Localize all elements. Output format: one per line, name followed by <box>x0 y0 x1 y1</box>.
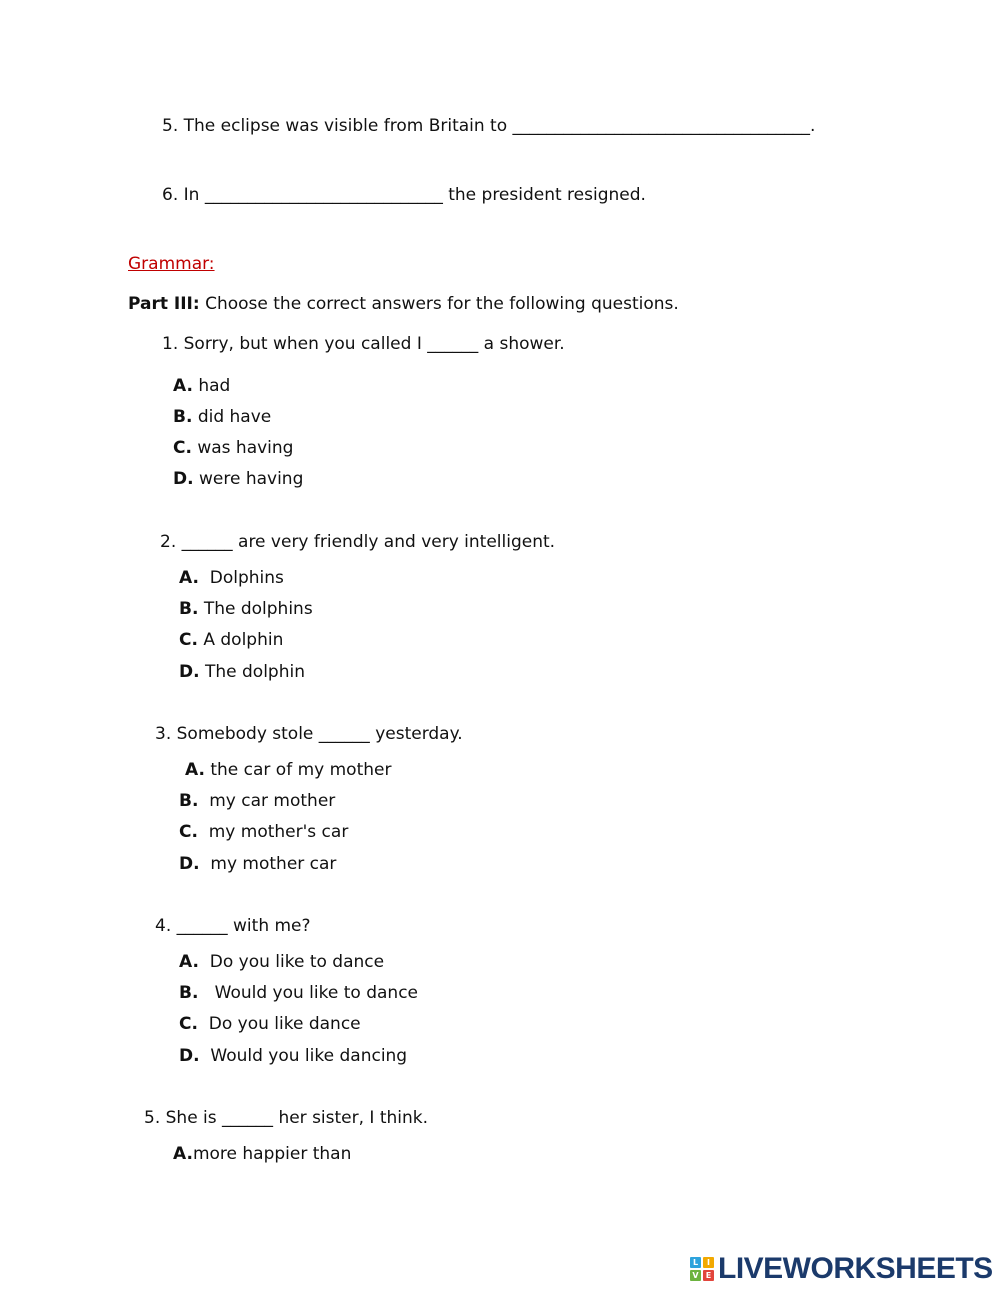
answer-option[interactable]: D. Would you like dancing <box>179 1046 408 1066</box>
answer-option[interactable]: C. my mother's car <box>179 822 349 842</box>
liveworksheets-logo <box>690 1252 993 1286</box>
question-stem: 2. ______ are very friendly and very intelligent. <box>160 532 556 552</box>
question-stem: 3. Somebody stole ______ yesterday. <box>155 724 463 744</box>
question-stem: 1. Sorry, but when you called I ______ a shower. <box>162 334 565 354</box>
logo-mark-cell: V <box>690 1270 701 1281</box>
section-heading: Grammar: <box>128 254 215 274</box>
logo-mark-icon <box>690 1257 714 1281</box>
answer-option[interactable]: C. A dolphin <box>179 630 284 650</box>
fill-in-item-6: 6. In ____________________________ the president resigned. <box>162 185 646 205</box>
part-label: Part III: <box>128 294 200 314</box>
logo-mark-cell: L <box>690 1257 701 1268</box>
answer-option[interactable]: B. The dolphins <box>179 599 313 619</box>
answer-option[interactable]: A. had <box>173 376 231 396</box>
answer-option[interactable]: C. Do you like dance <box>179 1014 361 1034</box>
answer-option[interactable]: B. my car mother <box>179 791 336 811</box>
answer-option[interactable]: D. The dolphin <box>179 662 305 682</box>
logo-mark-cell: E <box>703 1270 714 1281</box>
part-instruction <box>128 293 679 315</box>
answer-option[interactable]: A. Dolphins <box>179 568 284 588</box>
answer-option[interactable]: A. the car of my mother <box>185 760 392 780</box>
answer-option[interactable]: D. were having <box>173 469 304 489</box>
fill-in-item-5: 5. The eclipse was visible from Britain to ___________________________________. <box>162 116 816 136</box>
question-stem: 5. She is ______ her sister, I think. <box>144 1108 429 1128</box>
answer-option[interactable]: B. did have <box>173 407 272 427</box>
answer-option[interactable]: D. my mother car <box>179 854 337 874</box>
answer-option[interactable]: A.more happier than <box>173 1144 352 1164</box>
answer-option[interactable]: C. was having <box>173 438 294 458</box>
answer-option[interactable]: A. Do you like to dance <box>179 952 385 972</box>
question-stem: 4. ______ with me? <box>155 916 311 936</box>
instruction-text: Choose the correct answers for the following questions. <box>205 294 679 314</box>
logo-mark-cell: I <box>703 1257 714 1268</box>
answer-option[interactable]: B. Would you like to dance <box>179 983 418 1003</box>
logo-text: LIVEWORKSHEETS <box>718 1252 993 1285</box>
